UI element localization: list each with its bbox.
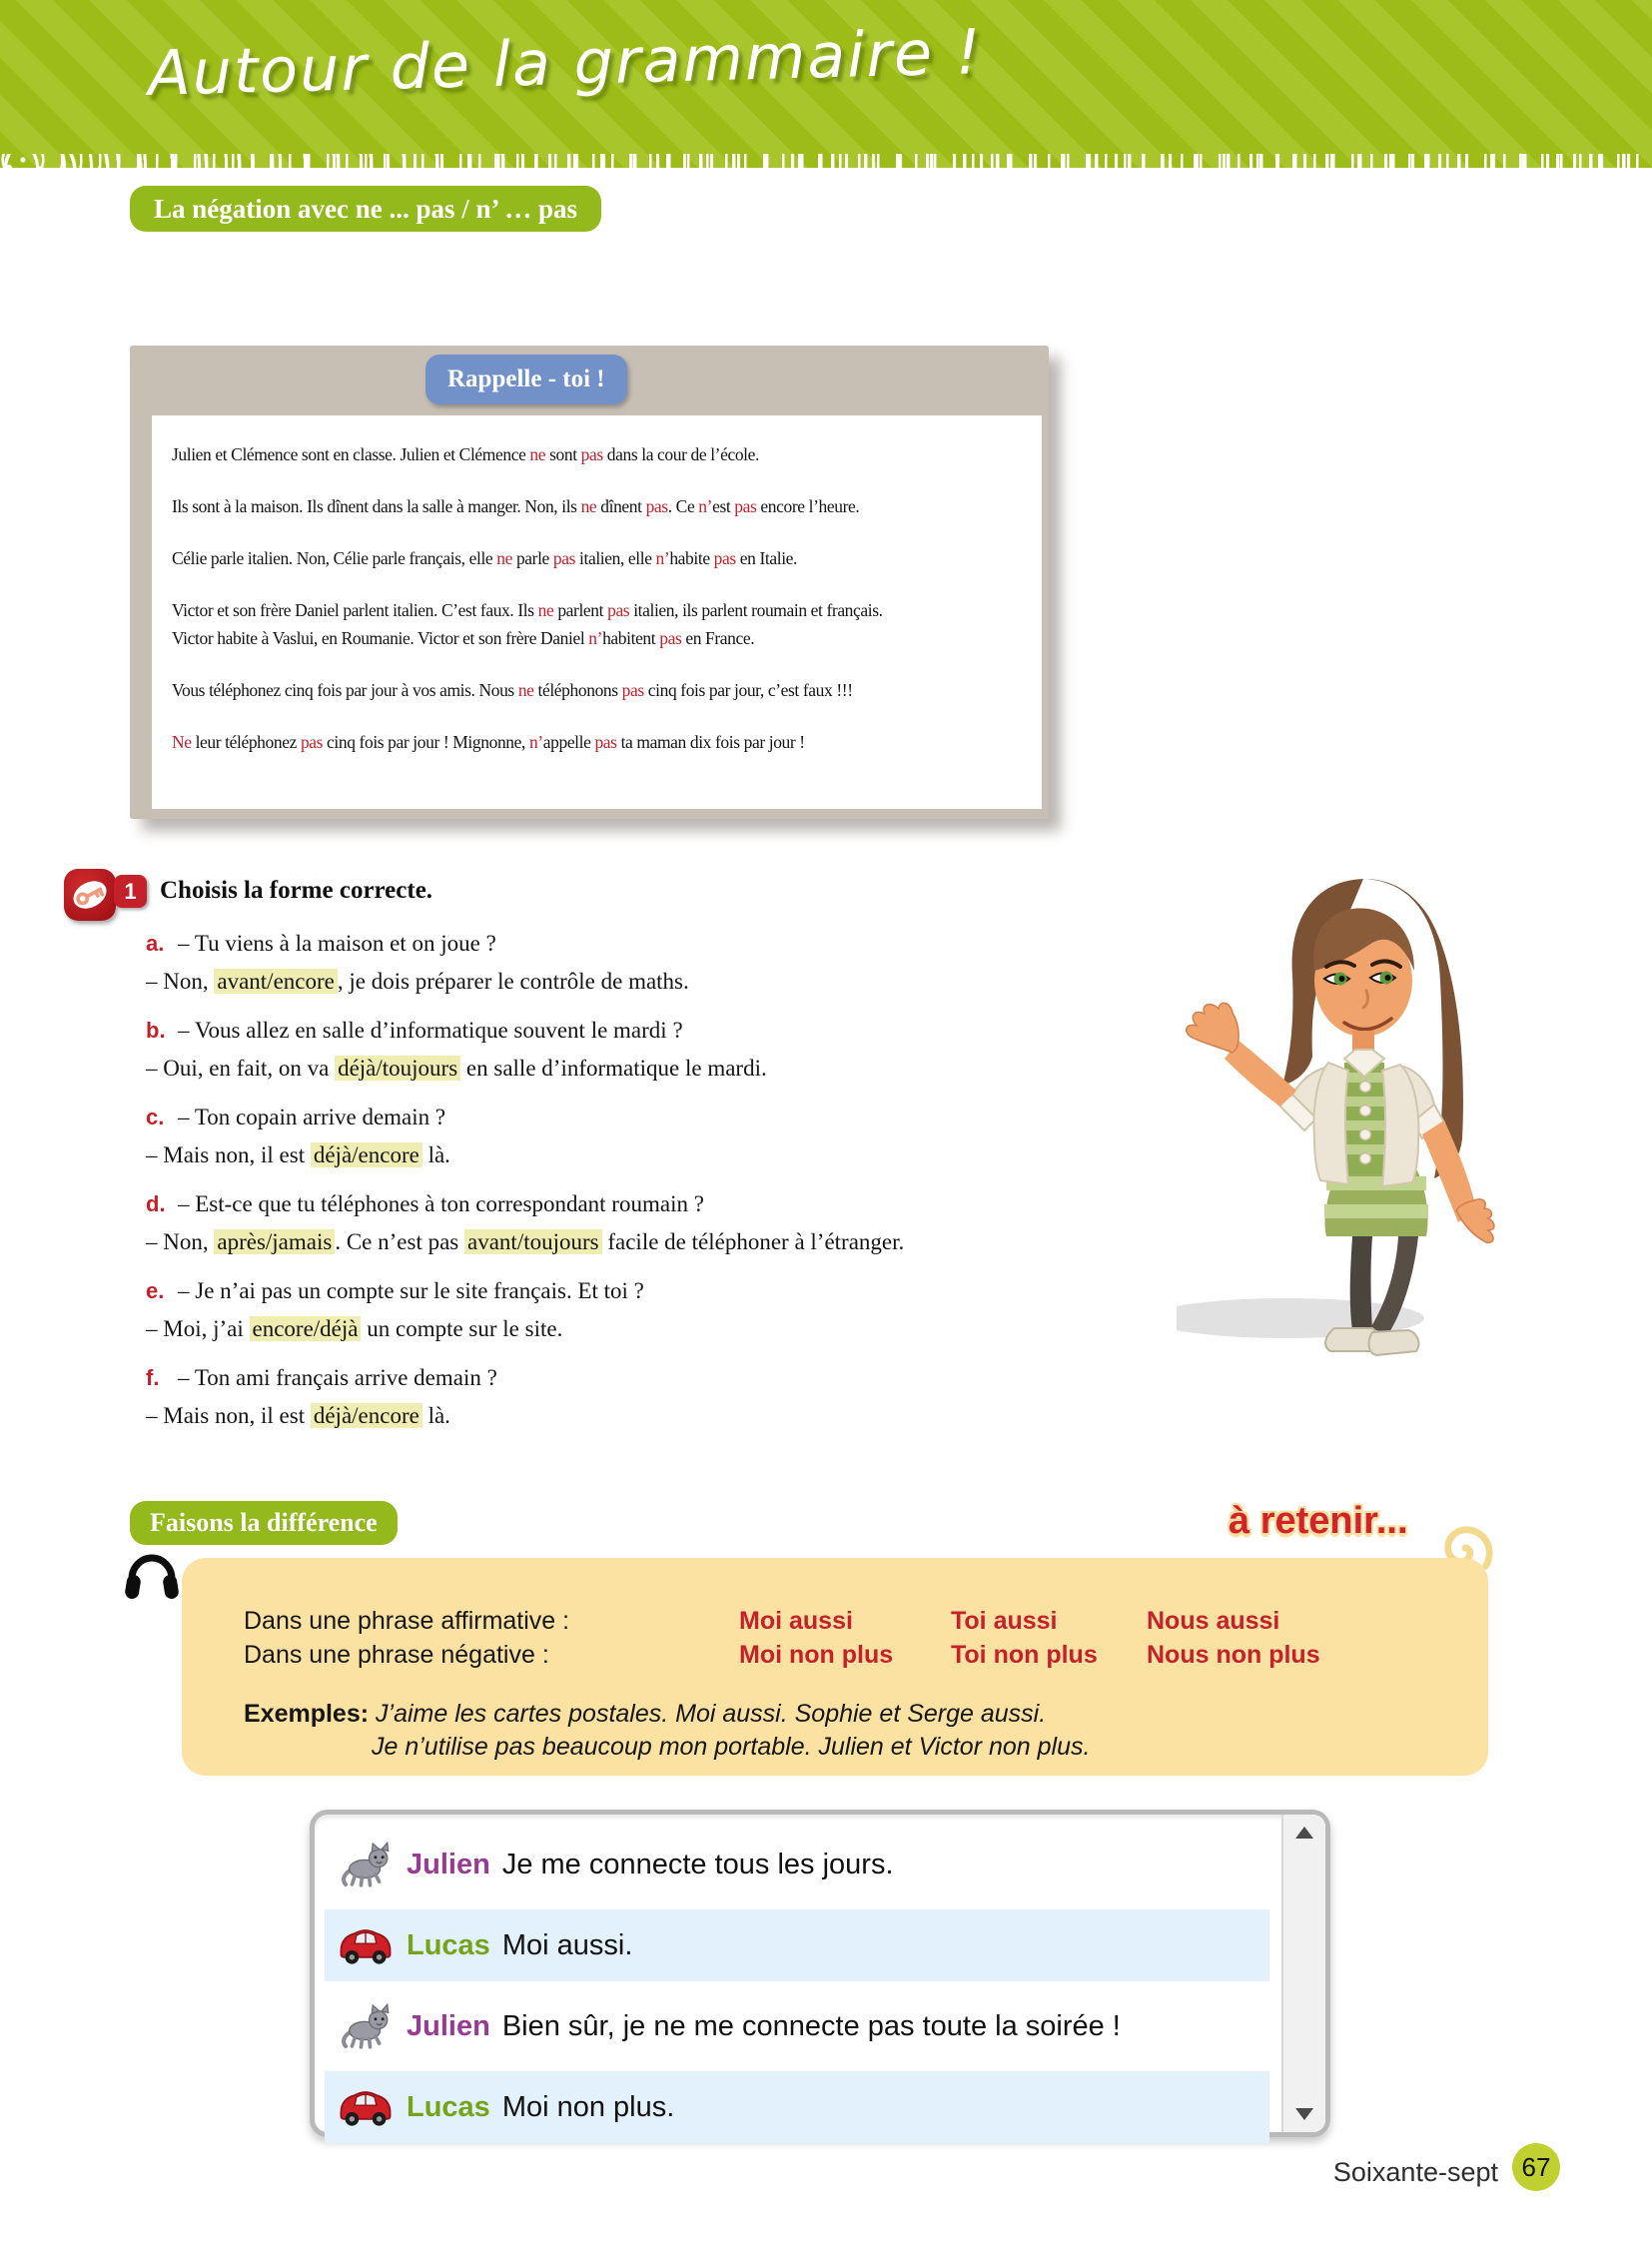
text-segment: ne	[496, 548, 512, 569]
item-letter: c.	[146, 1105, 165, 1129]
chat-row	[325, 1909, 1269, 1981]
exercise-items	[146, 925, 1155, 1446]
chat-message: Bien sûr, je ne me connecte pas toute la soirée !	[501, 2009, 1121, 2042]
recall-paragraph	[172, 493, 1028, 520]
text-segment: Ne	[172, 731, 192, 752]
text-segment: dans la cour de l’école.	[602, 444, 759, 464]
exercise-item	[146, 1185, 1155, 1261]
retenir-column	[1147, 1604, 1320, 1672]
recall-line	[172, 493, 1028, 520]
recall-line	[172, 597, 1028, 624]
text-segment: – Non,	[146, 969, 215, 994]
recall-badge: Rappelle - toi !	[425, 355, 627, 404]
exercise-question	[146, 1185, 1155, 1223]
exercise-answer	[146, 1136, 1155, 1174]
text-segment: n’	[655, 548, 670, 569]
text-segment: pas	[713, 548, 736, 569]
retenir-column	[951, 1604, 1147, 1672]
text-segment: – Non,	[146, 1229, 215, 1254]
exercise-item	[146, 1099, 1155, 1174]
text-segment: italien, ils parlent roumain et français.	[629, 600, 883, 621]
exercise-question	[146, 1272, 1155, 1310]
girl-illustration	[1177, 871, 1506, 1370]
page-header	[0, 0, 1652, 168]
chat-row	[325, 2071, 1269, 2143]
section-banner-difference: Faisons la différence	[130, 1501, 398, 1545]
recall-text-panel	[152, 415, 1042, 809]
exercise-item	[146, 1359, 1155, 1435]
retenir-label: à retenir...	[1229, 1500, 1408, 1542]
text-segment: Vous téléphonez cinq fois par jour à vos amis. Nous	[172, 679, 518, 700]
chat-messages	[325, 1829, 1269, 2152]
text-segment: ne	[517, 679, 534, 700]
text-segment: pas	[659, 627, 682, 648]
text-segment: après/jamais	[214, 1229, 335, 1254]
cat-icon	[333, 2003, 399, 2049]
text-segment: avant/encore	[214, 969, 337, 994]
text-segment: italien, elle	[575, 548, 656, 569]
headphones-icon	[122, 1541, 182, 1607]
text-segment: ta maman dix fois par jour !	[616, 731, 805, 752]
example-sentence-1: J’aime les cartes postales. Moi aussi. Sophie et Serge aussi.	[376, 1700, 1047, 1728]
text-segment: – Mais non, il est	[146, 1142, 311, 1167]
text-segment: en salle d’informatique le mardi.	[460, 1056, 767, 1081]
text-segment: – Je n’ai pas un compte sur le site français. Et toi ?	[178, 1278, 644, 1303]
text-segment: facile de téléphoner à l’étranger.	[601, 1229, 905, 1254]
item-letter: b.	[146, 1018, 166, 1043]
text-segment: n’	[698, 496, 713, 517]
cat-icon	[333, 1842, 399, 1887]
recall-paragraph	[172, 545, 1028, 572]
text-segment: n’	[528, 731, 543, 752]
text-segment: habitent	[602, 627, 660, 648]
text-segment: – Oui, en fait, on va	[146, 1056, 336, 1081]
page-number-word: Soixante-sept	[1332, 2157, 1498, 2187]
text-segment: pas	[300, 731, 324, 752]
chat-speaker: Lucas	[407, 2090, 490, 2123]
text-segment: là.	[421, 1403, 450, 1428]
retenir-phrase: Toi aussi	[951, 1607, 1058, 1635]
retenir-phrase: Nous aussi	[1147, 1607, 1280, 1635]
chat-message: Moi non plus.	[501, 2090, 675, 2123]
phrase-labels	[244, 1604, 569, 1672]
exercise-item	[146, 1272, 1155, 1348]
chat-speaker: Julien	[407, 1848, 490, 1880]
exercise-item	[146, 1012, 1155, 1088]
key-icon	[64, 869, 116, 921]
phrase-affirmative-label: Dans une phrase affirmative :	[244, 1607, 570, 1635]
chat-speaker: Julien	[407, 2009, 490, 2042]
text-segment: en Italie.	[735, 548, 798, 569]
exercise-question	[146, 1099, 1155, 1136]
scrollbar[interactable]	[1281, 1815, 1325, 2132]
text-segment: déjà/encore	[311, 1142, 422, 1167]
text-segment: – Mais non, il est	[146, 1403, 311, 1428]
item-letter: d.	[146, 1191, 166, 1216]
text-segment: Victor et son frère Daniel parlent italien. C’est faux. Ils	[172, 600, 538, 621]
text-segment: – Moi, j’ai	[146, 1316, 250, 1341]
item-letter: e.	[146, 1278, 165, 1303]
retenir-phrase: Nous non plus	[1147, 1641, 1320, 1669]
text-segment: parlent	[553, 600, 608, 621]
text-segment: pas	[621, 679, 644, 700]
text-segment: Célie parle italien. Non, Célie parle français, elle	[172, 548, 497, 569]
examples-block	[244, 1698, 1090, 1764]
text-segment: cinq fois par jour, c’est faux !!!	[643, 679, 853, 700]
exercise-question	[146, 925, 1155, 963]
text-segment: n’	[588, 627, 603, 648]
recall-paragraph	[172, 597, 1028, 651]
example-sentence-2: Je n’utilise pas beaucoup mon portable. Julien et Victor non plus.	[372, 1733, 1091, 1761]
exercise-answer	[146, 1310, 1155, 1348]
exercise-answer	[146, 1223, 1155, 1261]
retenir-phrase: Toi non plus	[951, 1641, 1098, 1669]
recall-line	[172, 729, 1028, 756]
text-segment: dînent	[596, 496, 646, 517]
chat-row	[325, 1829, 1269, 1900]
text-segment: déjà/toujours	[335, 1056, 460, 1081]
text-segment: est	[712, 496, 735, 517]
text-segment: cinq fois par jour ! Mignonne,	[323, 731, 529, 752]
page-number-badge: 67	[1512, 2143, 1560, 2191]
text-segment: parle	[511, 548, 553, 569]
recall-line	[172, 625, 1028, 652]
text-segment: – Ton ami français arrive demain ?	[178, 1365, 497, 1390]
text-segment: ne	[580, 496, 597, 517]
recall-line	[172, 441, 1028, 468]
text-segment: Julien et Clémence sont en classe. Julien et Clémence	[172, 444, 530, 464]
exercise-answer	[146, 1397, 1155, 1435]
text-segment: en France.	[681, 627, 755, 648]
retenir-box	[182, 1558, 1488, 1776]
text-segment: pas	[552, 548, 576, 569]
text-segment: Ils sont à la maison. Ils dînent dans la salle à manger. Non, ils	[172, 496, 581, 517]
recall-line	[172, 677, 1028, 704]
text-segment: pas	[580, 444, 603, 464]
exercise-answer	[146, 1050, 1155, 1088]
section-banner-negation: La négation avec ne ... pas / n’ … pas	[130, 186, 601, 232]
retenir-phrase: Moi aussi	[739, 1607, 853, 1635]
exercise-question	[146, 1359, 1155, 1397]
exercise-question	[146, 1012, 1155, 1050]
text-segment: un compte sur le site.	[361, 1316, 563, 1341]
text-segment: encore l’heure.	[756, 496, 860, 517]
page-title: Autour de la grammaire !	[147, 15, 984, 110]
recall-text	[172, 441, 1028, 756]
text-segment: . Ce	[667, 496, 699, 517]
recall-paragraph	[172, 677, 1028, 704]
chat-row	[325, 1990, 1269, 2062]
text-segment: pas	[594, 731, 617, 752]
chat-box	[310, 1810, 1330, 2137]
text-segment: déjà/encore	[311, 1403, 422, 1428]
chat-message: Je me connecte tous les jours.	[501, 1848, 894, 1880]
text-segment: pas	[734, 496, 757, 517]
retenir-columns	[739, 1604, 1320, 1672]
recall-box	[130, 346, 1049, 819]
text-segment: sont	[545, 444, 581, 464]
scroll-down-arrow-icon[interactable]	[1295, 2108, 1313, 2120]
exercise-item	[146, 925, 1155, 1001]
text-segment: ne	[537, 600, 554, 621]
item-letter: a.	[146, 931, 165, 956]
text-segment: pas	[645, 496, 668, 517]
chat-speaker: Lucas	[407, 1928, 490, 1961]
scroll-up-arrow-icon[interactable]	[1295, 1827, 1313, 1839]
retenir-column	[739, 1604, 951, 1672]
car-icon	[333, 1924, 399, 1966]
recall-line	[172, 545, 1028, 572]
text-segment: habite	[669, 548, 714, 569]
text-segment: – Vous allez en salle d’informatique souvent le mardi ?	[178, 1018, 683, 1043]
text-segment: appelle	[542, 731, 595, 752]
text-segment: pas	[607, 600, 630, 621]
recall-paragraph	[172, 441, 1028, 468]
text-segment: encore/déjà	[250, 1316, 362, 1341]
text-segment: , je dois préparer le contrôle de maths.	[337, 969, 689, 994]
retenir-phrase: Moi non plus	[739, 1641, 894, 1669]
exercise-number-badge: 1	[114, 875, 147, 908]
text-segment: – Tu viens à la maison et on joue ?	[178, 931, 496, 956]
text-segment: Victor habite à Vaslui, en Roumanie. Victor et son frère Daniel	[172, 627, 589, 648]
exercise-title: Choisis la forme correcte.	[160, 877, 433, 904]
text-segment: – Ton copain arrive demain ?	[178, 1105, 446, 1129]
text-segment: – Est-ce que tu téléphones à ton correspondant roumain ?	[178, 1191, 704, 1216]
phrase-negative-label: Dans une phrase négative :	[244, 1641, 549, 1669]
text-segment: ne	[529, 444, 546, 464]
examples-label: Exemples:	[244, 1700, 370, 1728]
item-letter: f.	[146, 1365, 160, 1390]
recall-paragraph	[172, 729, 1028, 756]
text-segment: leur téléphonez	[191, 731, 301, 752]
chat-message: Moi aussi.	[501, 1928, 633, 1961]
exercise-answer	[146, 963, 1155, 1001]
text-segment: là.	[421, 1142, 450, 1167]
car-icon	[333, 2086, 399, 2128]
text-segment: téléphonons	[533, 679, 622, 700]
text-segment: . Ce n’est pas	[335, 1229, 465, 1254]
text-segment: avant/toujours	[464, 1229, 602, 1254]
